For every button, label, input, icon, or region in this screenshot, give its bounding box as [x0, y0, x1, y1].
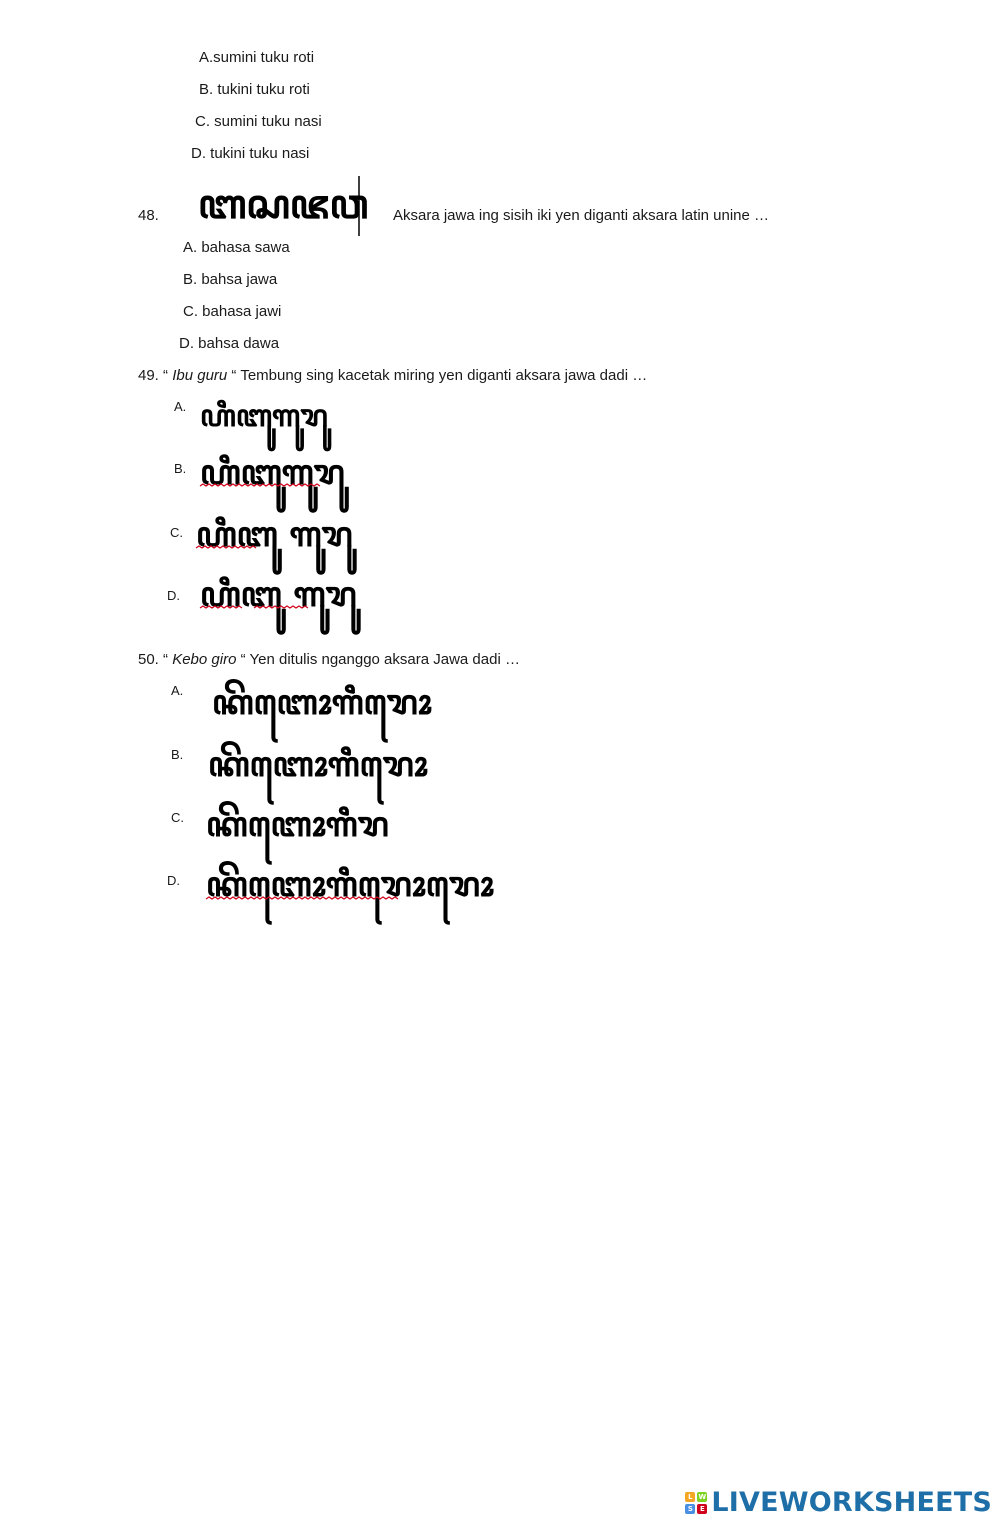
q50-option-a-javanese-image: [212, 676, 432, 728]
q50-quote-close: “: [240, 651, 246, 668]
q50-option-d-javanese-image: [206, 858, 494, 914]
q47-option-b: B. tukini tuku roti: [199, 81, 310, 98]
logo-mark-icon: L W S E: [685, 1492, 707, 1514]
q49-question: [138, 367, 647, 385]
q50-number: 50.: [138, 651, 159, 668]
liveworksheets-logo: [685, 1487, 992, 1518]
svg-text:ꦲꦶꦧꦸꦒꦸꦫꦸ: ꦲꦶꦧꦸꦒꦸꦫꦸ: [200, 399, 328, 434]
q49-option-b-javanese-image: [200, 450, 345, 498]
q49-label-b: B.: [174, 461, 187, 476]
q50-label-b: B.: [171, 747, 184, 762]
q49-prompt: Tembung sing kacetak miring yen diganti aksara jawa dadi …: [240, 367, 648, 384]
q49-label-c: C.: [170, 525, 183, 540]
svg-text:ꦲꦶꦧꦸ ꦒꦸꦫꦸ: ꦲꦶꦧꦸ ꦒꦸꦫꦸ: [200, 575, 357, 615]
q49-label-a: A.: [174, 399, 187, 414]
q49-number: 49.: [138, 367, 159, 384]
q47-option-c: C. sumini tuku nasi: [195, 113, 322, 130]
q50-option-c-javanese-image: [206, 798, 389, 850]
q50-prompt: Yen ditulis nganggo aksara Jawa dadi …: [249, 651, 520, 668]
q50-label-c: C.: [171, 810, 184, 825]
q47-option-a: A.sumini tuku roti: [199, 49, 315, 66]
q49-option-a-javanese-image: [200, 398, 330, 434]
q50-italic-word: Kebo giro: [172, 651, 237, 668]
q48-javanese-script-image: [198, 176, 369, 238]
q48-option-c: C. bahasa jawi: [183, 303, 282, 320]
q50-label-a: A.: [171, 683, 184, 698]
q50-label-d: D.: [167, 873, 180, 888]
q49-option-c-javanese-image: [196, 512, 353, 562]
q48-option-d: D. bahsa dawa: [179, 335, 280, 352]
q48-option-a: A. bahasa sawa: [183, 239, 290, 256]
q50-option-b-javanese-image: [208, 738, 428, 790]
q48-prompt: Aksara jawa ing sisih iki yen diganti aksara latin unine …: [393, 207, 770, 224]
q49-label-d: D.: [167, 588, 180, 603]
q50-question: [138, 651, 520, 669]
brand-name: LIVEWORKSHEETS: [711, 1487, 992, 1518]
svg-text:ꦏꦼꦧꦺꦴꦒꦶꦫꦺꦴ: ꦏꦼꦧꦺꦴꦒꦶꦫꦺꦴ: [212, 683, 432, 723]
svg-text:ꦏꦼꦧꦺꦴꦒꦶꦫꦺꦴꦫꦺꦴ: ꦏꦼꦧꦺꦴꦒꦶꦫꦺꦴꦫꦺꦴ: [206, 865, 494, 905]
q49-quote-open: “: [163, 367, 169, 384]
q47-option-d: D. tukini tuku nasi: [191, 145, 310, 162]
q50-quote-open: “: [163, 651, 169, 668]
svg-text:ꦧꦱꦗꦮ: ꦧꦱꦗꦮ: [198, 181, 369, 228]
q49-option-d-javanese-image: [200, 572, 357, 622]
svg-text:ꦏꦼꦧꦺꦴꦒꦶꦫꦺꦴ: ꦏꦼꦧꦺꦴꦒꦶꦫꦺꦴ: [208, 745, 428, 785]
svg-text:ꦲꦶꦧꦸꦒꦸꦫꦸ: ꦲꦶꦧꦸꦒꦸꦫꦸ: [200, 453, 345, 493]
q49-quote-close: “: [231, 367, 237, 384]
svg-text:ꦏꦼꦧꦺꦴꦒꦶꦫ: ꦏꦼꦧꦺꦴꦒꦶꦫ: [206, 805, 389, 845]
q48-option-b: B. bahsa jawa: [183, 271, 278, 288]
svg-text:ꦲꦶꦧꦸ ꦒꦸꦫꦸ: ꦲꦶꦧꦸ ꦒꦸꦫꦸ: [196, 515, 353, 555]
q48-number: 48.: [138, 207, 159, 224]
q49-italic-word: Ibu guru: [172, 367, 228, 384]
